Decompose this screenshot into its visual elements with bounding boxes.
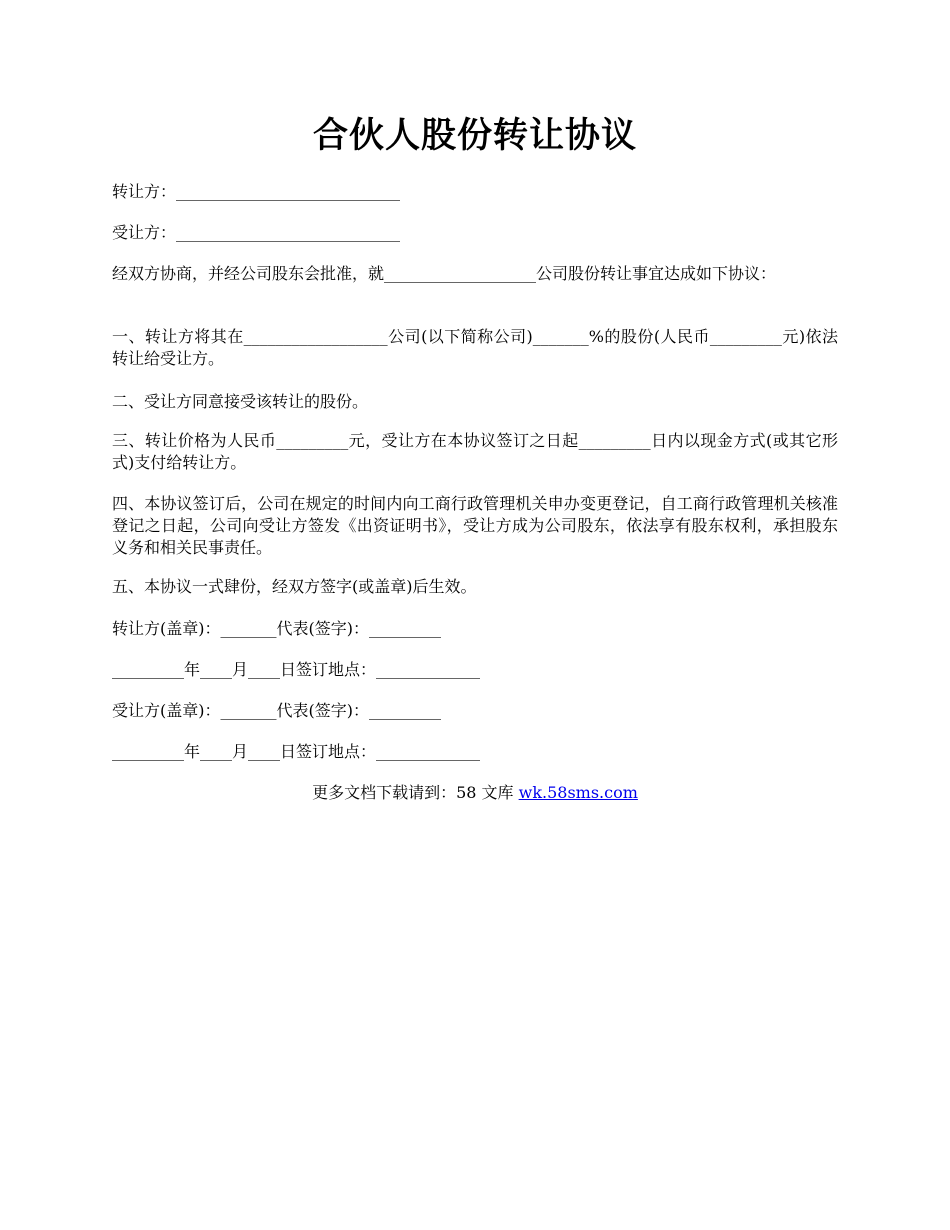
clause-3: 三、转让价格为人民币_________元，受让方在本协议签订之日起_________日内以现金方式(或其它形式)支付给转让方。 bbox=[112, 431, 838, 472]
transferee-signature-line: 受让方(盖章)：_______代表(签字)：_________ bbox=[112, 701, 441, 720]
footer-text: 更多文档下载请到：58 文库 bbox=[312, 783, 519, 802]
preamble-paragraph: 经双方协商，并经公司股东会批准，就___________________公司股份转让事宜达成如下协议： bbox=[112, 264, 777, 283]
transferor-signature-line: 转让方(盖章)：_______代表(签字)：_________ bbox=[112, 619, 441, 638]
clause-4: 四、本协议签订后，公司在规定的时间内向工商行政管理机关申办变更登记，自工商行政管理机关核准登记之日起，公司向受让方签发《出资证明书》，受让方成为公司股东，依法享有股东权利，承担股东义务和相关民事责任。 bbox=[112, 494, 838, 557]
transferor-date-place-line: _________年____月____日签订地点：_____________ bbox=[112, 660, 481, 679]
clause-1: 一、转让方将其在__________________公司(以下简称公司)_______%的股份(人民币_________元)依法转让给受让方。 bbox=[112, 327, 838, 368]
download-footer bbox=[112, 782, 838, 804]
clause-5: 五、本协议一式肆份，经双方签字(或盖章)后生效。 bbox=[112, 577, 477, 596]
document-title: 合伙人股份转让协议 bbox=[312, 116, 637, 156]
clause-2: 二、受让方同意接受该转让的股份。 bbox=[112, 392, 369, 411]
transferee-line: 受让方：____________________________ bbox=[112, 223, 401, 242]
transferee-date-place-line: _________年____月____日签订地点：_____________ bbox=[112, 742, 481, 761]
footer-link[interactable]: wk.58sms.com bbox=[518, 783, 638, 802]
transferor-line: 转让方：____________________________ bbox=[112, 182, 401, 201]
